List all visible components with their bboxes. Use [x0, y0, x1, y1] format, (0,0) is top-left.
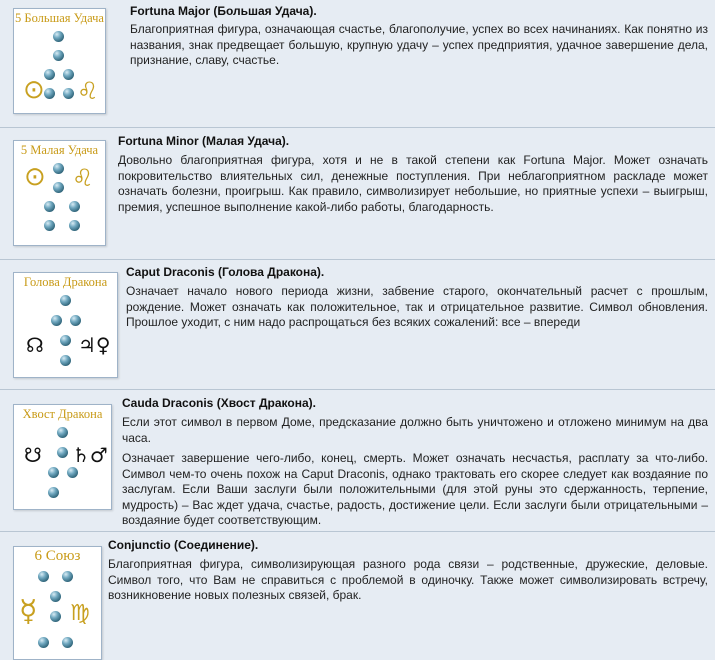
dot: [70, 315, 81, 326]
dot: [38, 571, 49, 582]
dot: [53, 163, 64, 174]
leo-icon: ♌: [72, 164, 94, 192]
dot: [67, 467, 78, 478]
dot: [62, 571, 73, 582]
entry-text: Благоприятная фигура, означающая счастье, благополучие, успех во всех начинаниях. Как понятно из названия, знак предвещает большую, крупную удачу – успех предприятия, удачное завершение дела, признание, славу, счастье.: [130, 22, 708, 67]
figure-card: [13, 8, 106, 114]
dot: [69, 201, 80, 212]
entry-heading: Caput Draconis (Голова Дракона).: [126, 265, 325, 279]
entry-text: Означает начало нового периода жизни, забвение старого, окончательный расчет с прошлым, рождение. Может означать как положительное, так и отрицательное развитие. Символ обновления. Прошлое уходит, с ним надо распрощаться без всяких сожалений: все – впереди: [126, 284, 708, 329]
entry-text-paragraph: Если этот символ в первом Доме, предсказание должно быть уничтожено и отложено минимум на два часа.: [122, 415, 708, 445]
entry-text: [122, 415, 708, 534]
dot: [50, 611, 61, 622]
jupiter-venus-icon: ♃♀: [78, 333, 111, 357]
figure-card: [13, 272, 118, 378]
entry-text: Благоприятная фигура, символизирующая разного рода связи – родственные, дружеские, деловые. Символ того, что Вам не справиться с проблемой в одиночку. Также может символизировать встречу, возникновение новых полезных связей, брак.: [108, 557, 708, 602]
dot: [44, 88, 55, 99]
dot: [51, 315, 62, 326]
dot: [48, 467, 59, 478]
dot: [62, 637, 73, 648]
figure-card: [13, 140, 106, 246]
dot: [57, 447, 68, 458]
dot: [48, 487, 59, 498]
north-node-icon: ☊: [26, 333, 44, 357]
entry-text-paragraph: Означает завершение чего-либо, конец, смерть. Может означать несчастья, расплату за что-либо. Символ чем-то очень похож на Caput Draconis, однако трактовать его скорее следует как воздаяние по заслугам. Если Ваши заслуги были положительными (для этой руны это сдержанность, терпение, мудрость) – Вас ждет удача, счастье, радость, достижение цели. Если заслуги были отрицательными – воздаяние будет соответствующим.: [122, 451, 708, 527]
dot: [50, 591, 61, 602]
entry-heading: Conjunctio (Соединение).: [108, 538, 259, 552]
card-title: Хвост Дракона: [22, 407, 103, 421]
dot: [38, 637, 49, 648]
south-node-icon: ☋: [24, 443, 42, 467]
sun-icon: ⊙: [23, 75, 45, 105]
figure-card: [13, 546, 102, 660]
card-title: 6 Союз: [34, 548, 81, 564]
dot: [60, 355, 71, 366]
dot: [53, 31, 64, 42]
dot: [53, 50, 64, 61]
dot: [53, 182, 64, 193]
dot: [44, 201, 55, 212]
figure-card: [13, 404, 112, 510]
card-title: 5 Малая Удача: [20, 143, 99, 157]
entry-conjunctio: [0, 532, 715, 659]
dot: [57, 427, 68, 438]
sun-icon: ⊙: [24, 162, 46, 192]
leo-icon: ♌: [77, 77, 99, 105]
dot: [44, 220, 55, 231]
virgo-icon: ♍: [70, 601, 90, 626]
mercury-icon: ☿: [19, 594, 38, 629]
entry-heading: Fortuna Minor (Малая Удача).: [118, 134, 290, 148]
dot: [63, 88, 74, 99]
entry-caput-draconis: [0, 260, 715, 390]
dot: [60, 335, 71, 346]
entry-heading: Cauda Draconis (Хвост Дракона).: [122, 396, 316, 410]
card-title: 5 Большая Удача: [15, 11, 104, 25]
dot: [60, 295, 71, 306]
entry-text: Довольно благоприятная фигура, хотя и не в такой степени как Fortuna Major. Может означать покровительство влиятельных сил, денежные поступления. При неблагоприятном раскладе может означать болезни, проигрыш. Как правило, символизирует небольшие, но приятные успехи – выигрыш, премия, успешное выполнение какой-либо работы, благодарность.: [118, 153, 708, 214]
entry-heading: Fortuna Major (Большая Удача).: [130, 4, 317, 18]
dot: [69, 220, 80, 231]
dot: [63, 69, 74, 80]
entry-fortuna-major: [0, 0, 715, 128]
entry-fortuna-minor: [0, 128, 715, 260]
dot: [44, 69, 55, 80]
card-title: Голова Дракона: [23, 275, 108, 289]
saturn-mars-icon: ♄♂: [72, 443, 108, 467]
entry-cauda-draconis: [0, 390, 715, 532]
